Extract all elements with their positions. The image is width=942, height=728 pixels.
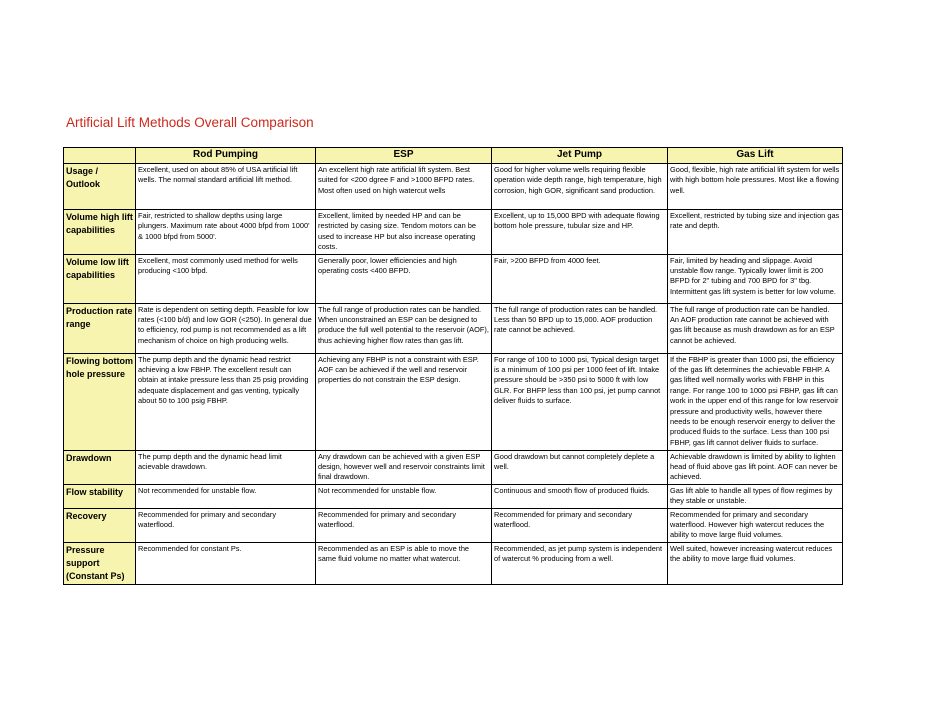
table-cell: Recommended for constant Ps. xyxy=(136,542,316,584)
table-cell: Fair, >200 BFPD from 4000 feet. xyxy=(492,254,668,303)
column-header-jet-pump: Jet Pump xyxy=(492,148,668,164)
table-cell: Not recommended for unstable flow. xyxy=(316,484,492,508)
table-cell: Excellent, up to 15,000 BPD with adequate flowing bottom hole pressure, tubular size and HP. xyxy=(492,210,668,255)
column-header-esp: ESP xyxy=(316,148,492,164)
row-label: Pressure support (Constant Ps) xyxy=(64,542,136,584)
table-cell: An excellent high rate artificial lift system. Best suited for <200 dgree F and >1000 BFPD rates. Most often used on high watercut wells xyxy=(316,164,492,210)
table-cell: Good drawdown but cannot completely deplete a well. xyxy=(492,450,668,484)
table-cell: Not recommended for unstable flow. xyxy=(136,484,316,508)
table-cell: Fair, limited by heading and slippage. Avoid unstable flow range. Typically lower limit is 200 BFPD for 2" tubing and 700 BPD for 3" tbg. Intermittent gas lift system is better for low volume. xyxy=(668,254,843,303)
row-label: Volume high lift capabilities xyxy=(64,210,136,255)
row-label: Usage / Outlook xyxy=(64,164,136,210)
table-cell: Recommended for primary and secondary waterflood. xyxy=(492,508,668,542)
table-cell: The full range of production rates can be handled. When unconstrained an ESP can be designed to produce the full well potential to the reservoir (AOF), thus achieving higher flow rates than gas lift. xyxy=(316,303,492,353)
table-row xyxy=(64,484,843,508)
table-cell: The full range of production rates can be handled. Less than 50 BPD up to 15,000. AOF production rate cannot be achieved. xyxy=(492,303,668,353)
comparison-table xyxy=(63,147,843,585)
table-row xyxy=(64,303,843,353)
row-label: Drawdown xyxy=(64,450,136,484)
table-cell: Excellent, used on about 85% of USA artificial lift wells. The normal standard artificial lift method. xyxy=(136,164,316,210)
table-cell: Achievable drawdown is limited by ability to lighten head of fluid above gas lift point. AOF can never be achieved. xyxy=(668,450,843,484)
table-cell: Recommended, as jet pump system is independent of watercut % producing from a well. xyxy=(492,542,668,584)
row-label: Flowing bottom hole pressure xyxy=(64,353,136,450)
table-cell: The pump depth and the dynamic head restrict achieving a low FBHP. The excellent result can obtain at intake pressure less than 25 psig providing adequate displacement and gas venting, typically about 50 to 100 psig FBHP. xyxy=(136,353,316,450)
table-row xyxy=(64,542,843,584)
table-cell: Achieving any FBHP is not a constraint with ESP. AOF can be achieved if the well and reservoir properties do not constrain the ESP design. xyxy=(316,353,492,450)
column-header-rod-pumping: Rod Pumping xyxy=(136,148,316,164)
table-cell: Well suited, however increasing watercut reduces the ability to move large fluid volumes. xyxy=(668,542,843,584)
table-cell: The pump depth and the dynamic head limit acievable drawdown. xyxy=(136,450,316,484)
table-row xyxy=(64,508,843,542)
table-cell: Recommended as an ESP is able to move the same fluid volume no matter what watercut. xyxy=(316,542,492,584)
row-label: Flow stability xyxy=(64,484,136,508)
table-cell: Good for higher volume wells requiring flexible operation wide depth range, high temperature, high corrosion, high GOR, significant sand production. xyxy=(492,164,668,210)
table-cell: Recommended for primary and secondary waterflood. xyxy=(136,508,316,542)
table-cell: Recommended for primary and secondary waterflood. xyxy=(316,508,492,542)
row-label: Volume low lift capabilities xyxy=(64,254,136,303)
table-cell: Fair, restricted to shallow depths using large plungers. Maximum rate about 4000 bfpd from 1000' & 1000 bfpd from 5000'. xyxy=(136,210,316,255)
table-row xyxy=(64,353,843,450)
table-cell: Excellent, most commonly used method for wells producing <100 bfpd. xyxy=(136,254,316,303)
table-row xyxy=(64,450,843,484)
table-cell: For range of 100 to 1000 psi, Typical design target is a minimum of 100 psi per 1000 feet of lift. Intake pressure should be >350 psi to 5000 ft with low GLR. For BHFP less than 100 psi, jet pump cannot deliver fluids to surface. xyxy=(492,353,668,450)
table-header-row xyxy=(64,148,843,164)
page-title: Artificial Lift Methods Overall Comparison xyxy=(66,115,314,130)
table-cell: Gas lift able to handle all types of flow regimes by they stable or unstable. xyxy=(668,484,843,508)
row-label: Production rate range xyxy=(64,303,136,353)
table-cell: The full range of production rate can be handled. An AOF production rate cannot be achieved with gas lift because as mush drawdown as for an ESP cannot be achieved. xyxy=(668,303,843,353)
table-cell: Excellent, restricted by tubing size and injection gas rate and depth. xyxy=(668,210,843,255)
table-row xyxy=(64,210,843,255)
table-cell: Recommended for primary and secondary waterflood. However high watercut reduces the ability to move large fluid volumes. xyxy=(668,508,843,542)
table-row xyxy=(64,254,843,303)
table-cell: Rate is dependent on setting depth. Feasible for low rates (<100 b/d) and low GOR (<250). In general due to efficiency, rod pump is not recommended as a lift mechanism of choice on high producing wells. xyxy=(136,303,316,353)
table-cell: Good, flexible, high rate artificial lift system for wells with high bottom hole pressures. Most like a flowing well. xyxy=(668,164,843,210)
row-label: Recovery xyxy=(64,508,136,542)
table-cell: If the FBHP is greater than 1000 psi, the efficiency of the gas lift determines the achievable FBHP. A gas lifted well normally works with FBHP in this range. For range 100 to 1000 psi FBHP, gas lift can work in the upper end of this range for low reservoir pressure and productivity wells, however there needs to be enough reservoir energy to deliver the produced fluids to the surface. Less than 100 psi FBHP, gas lift cannot deliver fluids to surface. xyxy=(668,353,843,450)
table-cell: Continuous and smooth flow of produced fluids. xyxy=(492,484,668,508)
table-cell: Generally poor, lower efficiencies and high operating costs <400 BFPD. xyxy=(316,254,492,303)
column-header-gas-lift: Gas Lift xyxy=(668,148,843,164)
table-cell: Any drawdown can be achieved with a given ESP design, however well and reservoir constraints limit final drawdown. xyxy=(316,450,492,484)
table-cell: Excellent, limited by needed HP and can be restricted by casing size. Tendom motors can be used to increase HP but also increase operating costs. xyxy=(316,210,492,255)
table-row xyxy=(64,164,843,210)
column-header-blank xyxy=(64,148,136,164)
